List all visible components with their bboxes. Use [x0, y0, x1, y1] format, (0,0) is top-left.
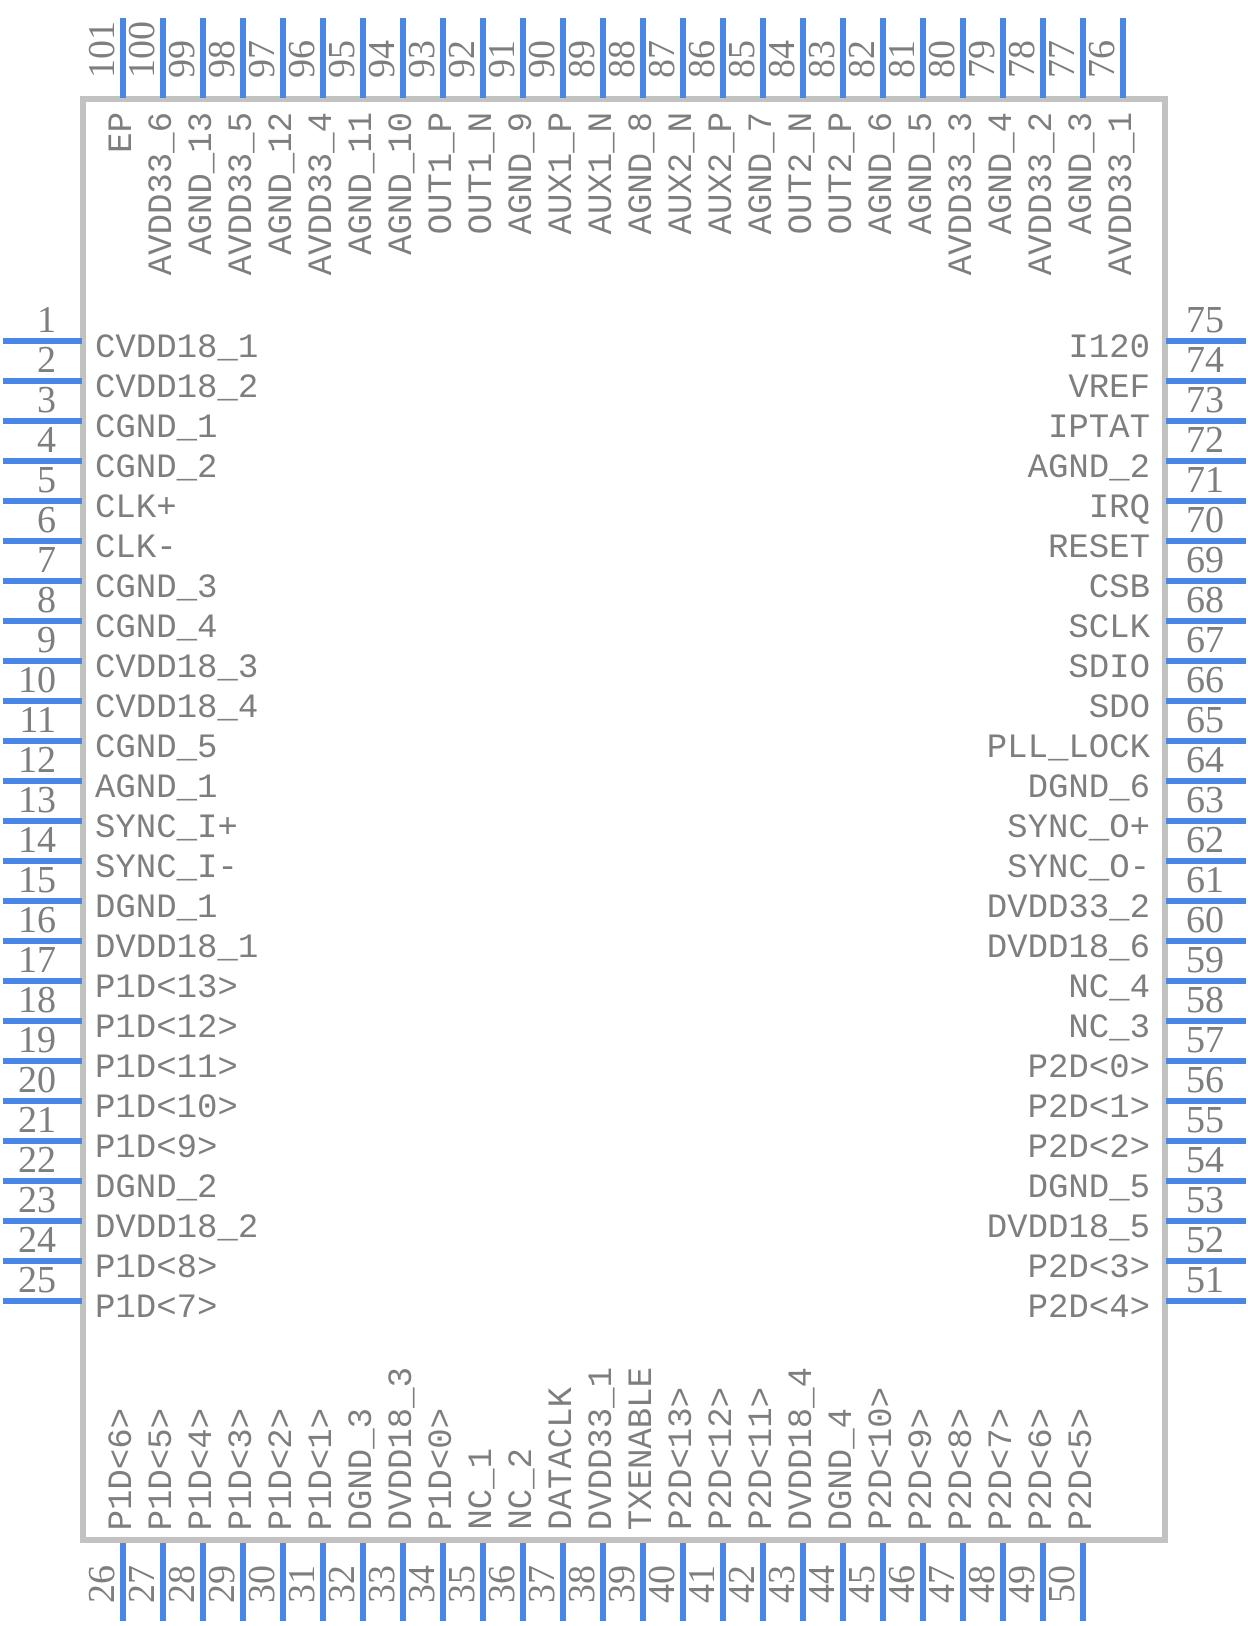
pin-label: DGND_3 [344, 1407, 382, 1530]
pin-label: P1D<5> [144, 1407, 182, 1530]
pin-label: P2D<5> [1064, 1407, 1102, 1530]
pin-label: CSB [1088, 570, 1150, 608]
pin-number: 61 [1186, 859, 1224, 901]
pin-number: 29 [201, 1565, 243, 1603]
pin-label: SCLK [1068, 610, 1150, 648]
pin-number: 40 [641, 1565, 683, 1603]
pin-number: 25 [18, 1259, 56, 1301]
pin-label: P1D<8> [95, 1250, 218, 1288]
pin-label: AGND_11 [344, 112, 382, 255]
pin-number: 95 [321, 40, 363, 78]
pin-label: PLL_LOCK [986, 730, 1150, 768]
pin-label: P1D<13> [95, 970, 238, 1008]
pin-number: 67 [1186, 619, 1224, 661]
pin-number: 19 [18, 1019, 56, 1061]
pin-number: 65 [1186, 699, 1224, 741]
pin-number: 34 [401, 1565, 443, 1603]
pin-label: DVDD33_2 [986, 890, 1150, 928]
pin-number: 71 [1186, 459, 1224, 501]
pin-label: AGND_1 [95, 770, 218, 808]
pin-label: DVDD33_1 [584, 1366, 622, 1530]
pin-label: P1D<3> [224, 1407, 262, 1530]
pin-label: P2D<7> [984, 1407, 1022, 1530]
pin-label: NC_2 [504, 1448, 542, 1530]
pin-label: I120 [1068, 330, 1150, 368]
pin-label: DVDD18_2 [95, 1210, 259, 1248]
pin-label: DGND_4 [824, 1407, 862, 1530]
pin-number: 86 [681, 40, 723, 78]
pin-number: 81 [881, 40, 923, 78]
pin-number: 14 [18, 819, 56, 861]
pin-label: AGND_9 [504, 112, 542, 235]
pin-label: AGND_13 [184, 112, 222, 255]
pin-label: AGND_6 [864, 112, 902, 235]
pin-label: CVDD18_1 [95, 330, 259, 368]
pin-label: P1D<10> [95, 1090, 238, 1128]
pin-number: 91 [481, 40, 523, 78]
pin-number: 17 [18, 939, 56, 981]
pin-number: 44 [801, 1565, 843, 1603]
pin-number: 87 [641, 40, 683, 78]
pin-label: AGND_8 [624, 112, 662, 235]
pin-label: CGND_4 [95, 610, 218, 648]
pin-number: 63 [1186, 779, 1224, 821]
pin-label: P2D<12> [704, 1387, 742, 1530]
pin-number: 3 [37, 379, 56, 421]
pin-number: 50 [1041, 1565, 1083, 1603]
pin-number: 75 [1186, 299, 1224, 341]
pin-label: SYNC_O- [1007, 850, 1150, 888]
pin-label: OUT1_N [464, 112, 502, 235]
pin-label: P1D<1> [304, 1407, 342, 1530]
pin-number: 79 [961, 40, 1003, 78]
pin-number: 92 [441, 40, 483, 78]
pin-label: DGND_6 [1027, 770, 1150, 808]
pin-number: 38 [561, 1565, 603, 1603]
pin-label: AGND_5 [904, 112, 942, 235]
pin-number: 27 [121, 1565, 163, 1603]
pin-label: CGND_5 [95, 730, 218, 768]
pin-number: 66 [1186, 659, 1224, 701]
pin-number: 12 [18, 739, 56, 781]
pin-number: 84 [761, 40, 803, 78]
pin-number: 82 [841, 40, 883, 78]
pin-label: AGND_10 [384, 112, 422, 255]
pin-number: 90 [521, 40, 563, 78]
pin-number: 70 [1186, 499, 1224, 541]
pin-number: 96 [281, 40, 323, 78]
pin-label: VREF [1068, 370, 1150, 408]
pin-label: AVDD33_3 [944, 112, 982, 276]
pin-label: NC_1 [464, 1448, 502, 1530]
pin-number: 10 [18, 659, 56, 701]
pin-label: CLK- [95, 530, 177, 568]
pin-label: P1D<7> [95, 1290, 218, 1328]
pin-number: 99 [161, 40, 203, 78]
pin-number: 4 [37, 419, 56, 461]
pin-label: P2D<0> [1027, 1050, 1150, 1088]
pin-label: CVDD18_4 [95, 690, 259, 728]
pin-label: AUX2_P [704, 112, 742, 235]
pin-label: AUX2_N [664, 112, 702, 235]
pin-label: P2D<11> [744, 1387, 782, 1530]
pin-label: TXENABLE [624, 1366, 662, 1530]
pin-number: 16 [18, 899, 56, 941]
pin-label: DVDD18_6 [986, 930, 1150, 968]
pin-number: 39 [601, 1565, 643, 1603]
pin-number: 1 [37, 299, 56, 341]
pin-label: AUX1_P [544, 112, 582, 235]
pin-number: 9 [37, 619, 56, 661]
pin-number: 101 [81, 21, 123, 78]
pin-number: 78 [1001, 40, 1043, 78]
pin-label: P1D<2> [264, 1407, 302, 1530]
pin-label: P2D<13> [664, 1387, 702, 1530]
pin-number: 45 [841, 1565, 883, 1603]
pin-number: 55 [1186, 1099, 1224, 1141]
pin-label: P2D<10> [864, 1387, 902, 1530]
pin-number: 83 [801, 40, 843, 78]
pin-label: DVDD18_5 [986, 1210, 1150, 1248]
pin-label: P1D<0> [424, 1407, 462, 1530]
pin-label: P2D<2> [1027, 1130, 1150, 1168]
pin-number: 98 [201, 40, 243, 78]
pin-number: 35 [441, 1565, 483, 1603]
pin-label: DGND_2 [95, 1170, 218, 1208]
pin-number: 28 [161, 1565, 203, 1603]
pin-number: 62 [1186, 819, 1224, 861]
pin-label: NC_4 [1068, 970, 1150, 1008]
pin-label: OUT1_P [424, 112, 462, 235]
pin-number: 11 [19, 699, 56, 741]
pin-number: 2 [37, 339, 56, 381]
pin-number: 33 [361, 1565, 403, 1603]
pin-label: P2D<8> [944, 1407, 982, 1530]
pin-number: 80 [921, 40, 963, 78]
pin-label: P1D<4> [184, 1407, 222, 1530]
pin-label: SYNC_O+ [1007, 810, 1150, 848]
pin-number: 68 [1186, 579, 1224, 621]
pin-number: 97 [241, 40, 283, 78]
pin-number: 100 [121, 21, 163, 78]
pin-number: 88 [601, 40, 643, 78]
pin-label: P2D<6> [1024, 1407, 1062, 1530]
pin-label: DVDD18_1 [95, 930, 259, 968]
pin-number: 51 [1186, 1259, 1224, 1301]
pin-label: OUT2_N [784, 112, 822, 235]
pin-label: P1D<6> [104, 1407, 142, 1530]
pin-label: P1D<11> [95, 1050, 238, 1088]
pin-label: AVDD33_4 [304, 112, 342, 276]
pin-number: 37 [521, 1565, 563, 1603]
pin-label: CVDD18_2 [95, 370, 259, 408]
pin-label: P2D<9> [904, 1407, 942, 1530]
pin-label: AVDD33_1 [1104, 112, 1142, 276]
pin-number: 53 [1186, 1179, 1224, 1221]
pin-number: 48 [961, 1565, 1003, 1603]
pin-label: SDIO [1068, 650, 1150, 688]
pin-label: SYNC_I+ [95, 810, 238, 848]
pin-number: 74 [1186, 339, 1224, 381]
pin-number: 30 [241, 1565, 283, 1603]
pin-number: 52 [1186, 1219, 1224, 1261]
pin-label: DVDD18_3 [384, 1366, 422, 1530]
pin-number: 20 [18, 1059, 56, 1101]
pin-number: 77 [1041, 40, 1083, 78]
pin-label: CGND_1 [95, 410, 218, 448]
pin-number: 41 [681, 1565, 723, 1603]
pin-label: P2D<1> [1027, 1090, 1150, 1128]
pin-label: SYNC_I- [95, 850, 238, 888]
pin-number: 54 [1186, 1139, 1224, 1181]
pin-label: AVDD33_5 [224, 112, 262, 276]
pin-number: 13 [18, 779, 56, 821]
pin-number: 21 [18, 1099, 56, 1141]
pin-number: 93 [401, 40, 443, 78]
pin-label: DGND_1 [95, 890, 218, 928]
pin-number: 22 [18, 1139, 56, 1181]
pin-label: CVDD18_3 [95, 650, 259, 688]
chip-body [80, 96, 1168, 1543]
pin-label: CLK+ [95, 490, 177, 528]
pin-number: 46 [881, 1565, 923, 1603]
pin-number: 73 [1186, 379, 1224, 421]
pin-label: P2D<3> [1027, 1250, 1150, 1288]
pin-number: 8 [37, 579, 56, 621]
pin-label: OUT2_P [824, 112, 862, 235]
pin-label: CGND_3 [95, 570, 218, 608]
pin-number: 47 [921, 1565, 963, 1603]
pin-label: AUX1_N [584, 112, 622, 235]
pin-label: IPTAT [1047, 410, 1150, 448]
pin-number: 49 [1001, 1565, 1043, 1603]
pin-number: 76 [1081, 40, 1123, 78]
pin-number: 32 [321, 1565, 363, 1603]
pin-label: AVDD33_6 [144, 112, 182, 276]
pin-label: AVDD33_2 [1024, 112, 1062, 276]
pin-number: 69 [1186, 539, 1224, 581]
pin-number: 89 [561, 40, 603, 78]
pin-number: 23 [18, 1179, 56, 1221]
pin-number: 58 [1186, 979, 1224, 1021]
pin-label: AGND_7 [744, 112, 782, 235]
pin-label: EP [104, 112, 142, 153]
pin-number: 7 [37, 539, 56, 581]
pin-number: 59 [1186, 939, 1224, 981]
pin-number: 24 [18, 1219, 56, 1261]
pin-number: 72 [1186, 419, 1224, 461]
pin-label: P2D<4> [1027, 1290, 1150, 1328]
pin-number: 43 [761, 1565, 803, 1603]
pin-number: 18 [18, 979, 56, 1021]
pin-label: AGND_2 [1027, 450, 1150, 488]
pin-label: P1D<9> [95, 1130, 218, 1168]
pin-label: DVDD18_4 [784, 1366, 822, 1530]
pin-label: DATACLK [544, 1387, 582, 1530]
pin-label: AGND_3 [1064, 112, 1102, 235]
pin-number: 42 [721, 1565, 763, 1603]
pin-number: 85 [721, 40, 763, 78]
pin-label: NC_3 [1068, 1010, 1150, 1048]
pin-number: 94 [361, 40, 403, 78]
pin-number: 6 [37, 499, 56, 541]
pin-number: 36 [481, 1565, 523, 1603]
pin-number: 31 [281, 1565, 323, 1603]
pin-label: P1D<12> [95, 1010, 238, 1048]
pin-number: 57 [1186, 1019, 1224, 1061]
pin-number: 56 [1186, 1059, 1224, 1101]
pin-number: 26 [81, 1565, 123, 1603]
pin-label: DGND_5 [1027, 1170, 1150, 1208]
pin-number: 64 [1186, 739, 1224, 781]
pin-label: SDO [1088, 690, 1150, 728]
pin-number: 60 [1186, 899, 1224, 941]
pin-label: RESET [1047, 530, 1150, 568]
pin-label: IRQ [1088, 490, 1150, 528]
pin-number: 15 [18, 859, 56, 901]
pin-label: AGND_12 [264, 112, 302, 255]
pin-label: AGND_4 [984, 112, 1022, 235]
pin-number: 5 [37, 459, 56, 501]
pin-label: CGND_2 [95, 450, 218, 488]
